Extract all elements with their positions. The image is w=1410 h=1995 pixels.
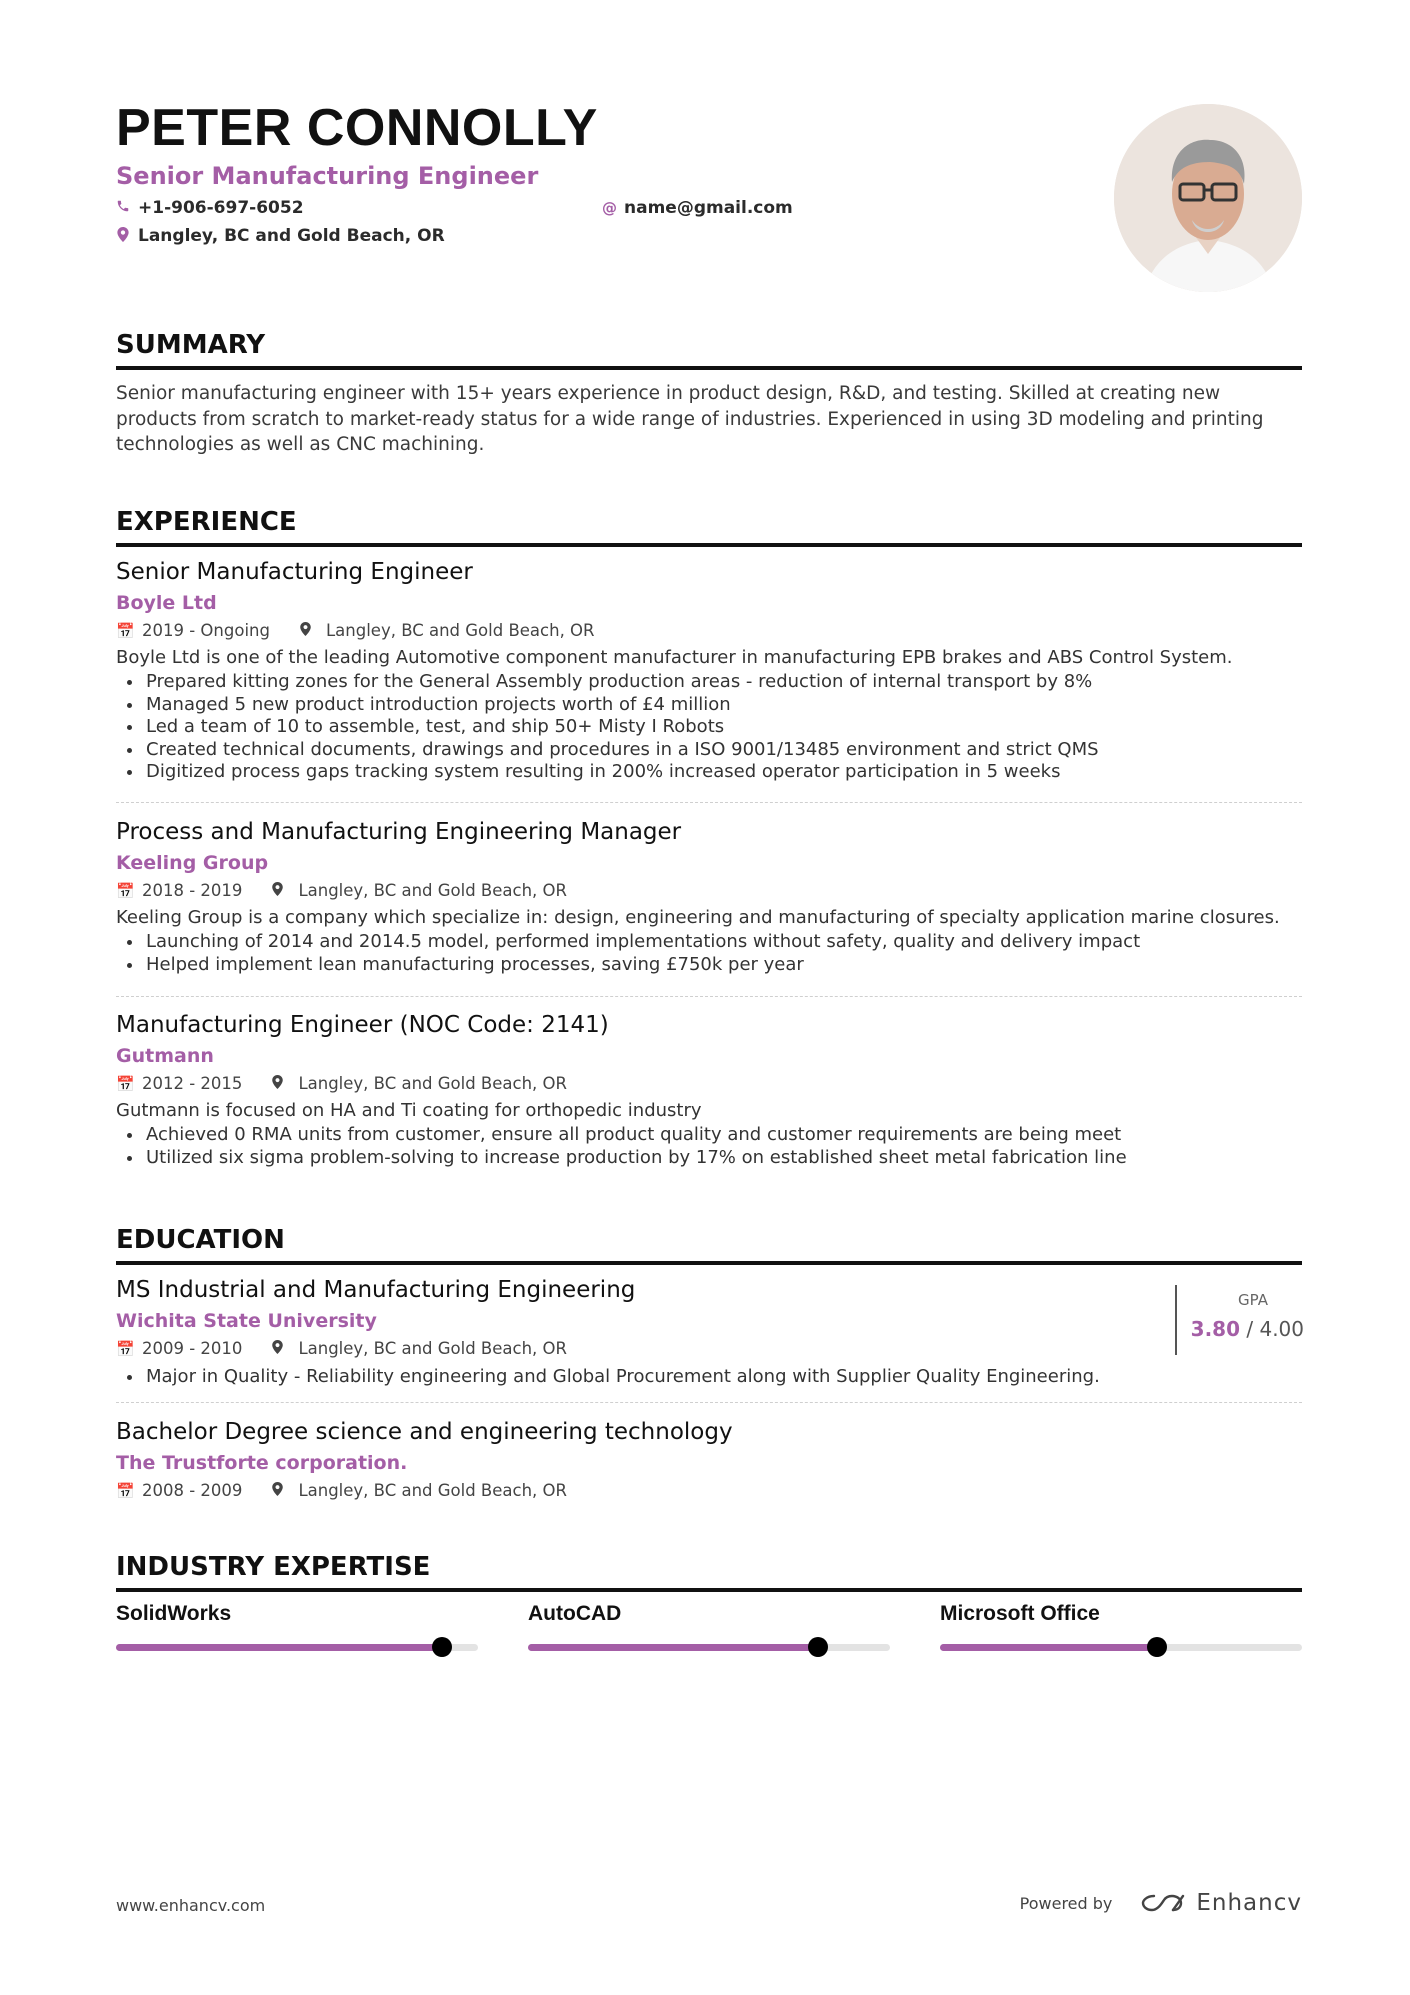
job-location (272, 878, 567, 904)
skill-name: Microsoft Office (940, 1602, 1100, 1625)
location-pin-icon (272, 1478, 290, 1504)
job-dates: 2019 - Ongoing (142, 621, 270, 640)
summary-heading: SUMMARY (116, 330, 1302, 370)
skill-fill (116, 1644, 442, 1651)
location-pin-icon (272, 1071, 290, 1097)
job-location-text: Langley, BC and Gold Beach, OR (325, 621, 595, 640)
footer-website[interactable]: www.enhancv.com (116, 1896, 266, 1915)
calendar-icon: 📅 (116, 1482, 135, 1500)
job-bullet: • Helped implement lean manufacturing processes, saving £750k per year (144, 954, 1302, 977)
job-bullets (116, 1124, 1302, 1169)
education-bullets (116, 1366, 1302, 1389)
calendar-icon: 📅 (116, 882, 135, 900)
job-bullets (116, 671, 1302, 784)
phone-contact[interactable] (116, 198, 304, 218)
job-description: Gutmann is focused on HA and Ti coating for orthopedic industry (116, 1100, 702, 1121)
job-bullet: • Launching of 2014 and 2014.5 model, performed implementations without safety, quality and delivery impact (144, 931, 1302, 954)
job-entry (116, 816, 1302, 976)
skill-fill (528, 1644, 818, 1651)
job-location (300, 618, 595, 644)
job-bullets (116, 931, 1302, 976)
location-pin-icon (300, 618, 318, 644)
email-contact[interactable] (602, 198, 793, 218)
profile-photo (1114, 104, 1302, 292)
entry-divider (116, 996, 1302, 997)
job-bullet: • Digitized process gaps tracking system resulting in 200% increased operator participation in 5 weeks (144, 761, 1302, 784)
entry-divider (116, 1402, 1302, 1403)
skill-knob[interactable] (808, 1637, 828, 1657)
location-pin-icon (272, 1336, 290, 1362)
job-description: Boyle Ltd is one of the leading Automotive component manufacturer in manufacturing EPB brakes and ABS Control System. (116, 647, 1233, 668)
job-bullet: • Managed 5 new product introduction projects worth of £4 million (144, 694, 1302, 717)
job-meta (116, 878, 1302, 904)
skill-name: SolidWorks (116, 1602, 232, 1625)
education-dates: 2009 - 2010 (142, 1339, 243, 1358)
job-bullet: • Utilized six sigma problem-solving to increase production by 17% on established sheet metal fabrication line (144, 1147, 1302, 1170)
education-meta (116, 1478, 1302, 1504)
skill-item (528, 1602, 890, 1651)
education-bullet: • Major in Quality - Reliability engineering and Global Procurement along with Supplier Quality Engineering. (144, 1366, 1302, 1389)
skill-track (528, 1644, 890, 1651)
enhancv-logo-icon (1140, 1892, 1186, 1914)
skill-item (116, 1602, 478, 1651)
job-bullet: • Led a team of 10 to assemble, test, and ship 50+ Misty I Robots (144, 716, 1302, 739)
job-bullet: • Achieved 0 RMA units from customer, ensure all product quality and customer requirements are being meet (144, 1124, 1302, 1147)
job-location-text: Langley, BC and Gold Beach, OR (298, 1074, 567, 1093)
powered-by-text: Powered by (1019, 1893, 1113, 1913)
at-icon: @ (602, 199, 617, 217)
job-location-text: Langley, BC and Gold Beach, OR (298, 881, 567, 900)
footer-branding (1020, 1890, 1302, 1916)
gpa-value: 3.80 / 4.00 (1190, 1317, 1304, 1341)
degree-title: Bachelor Degree science and engineering technology (116, 1419, 733, 1445)
company-name[interactable]: Gutmann (116, 1045, 214, 1067)
job-title: Senior Manufacturing Engineer (116, 559, 473, 585)
job-meta (116, 1071, 1302, 1097)
job-title: Manufacturing Engineer (NOC Code: 2141) (116, 1012, 609, 1038)
job-bullet: • Created technical documents, drawings and procedures in a ISO 9001/13485 environment and strict QMS (144, 739, 1302, 762)
school-name[interactable]: The Trustforte corporation. (116, 1452, 408, 1474)
location-pin-icon (116, 227, 130, 246)
calendar-icon: 📅 (116, 622, 135, 640)
gpa-box (1175, 1285, 1304, 1355)
phone-text: +1-906-697-6052 (138, 198, 304, 218)
enhancv-logo-text: Enhancv (1196, 1890, 1302, 1916)
calendar-icon: 📅 (116, 1340, 135, 1358)
skill-fill (940, 1644, 1157, 1651)
phone-icon (116, 199, 130, 217)
location-text: Langley, BC and Gold Beach, OR (138, 226, 445, 246)
skill-track (116, 1644, 478, 1651)
summary-text: Senior manufacturing engineer with 15+ years experience in product design, R&D, and testing. Skilled at creating new products from scratch to market-ready status for a wide range of industries. Experienced in using 3D modeling and printing technologies as well as CNC machining. (116, 383, 1264, 455)
education-meta (116, 1336, 1302, 1362)
company-name[interactable]: Keeling Group (116, 852, 269, 874)
entry-divider (116, 802, 1302, 803)
company-name[interactable]: Boyle Ltd (116, 592, 217, 614)
job-dates: 2018 - 2019 (142, 881, 243, 900)
job-dates: 2012 - 2015 (142, 1074, 243, 1093)
location-pin-icon (272, 878, 290, 904)
candidate-title: Senior Manufacturing Engineer (116, 162, 539, 190)
skill-track (940, 1644, 1302, 1651)
skill-item (940, 1602, 1302, 1651)
job-description: Keeling Group is a company which specialize in: design, engineering and manufacturing of specialty application marine closures. (116, 907, 1280, 928)
education-location (272, 1336, 567, 1362)
skill-name: AutoCAD (528, 1602, 622, 1625)
education-location-text: Langley, BC and Gold Beach, OR (298, 1481, 567, 1500)
skill-knob[interactable] (432, 1637, 452, 1657)
location-contact (116, 226, 445, 246)
job-location (272, 1071, 567, 1097)
gpa-label: GPA (1238, 1291, 1268, 1309)
expertise-heading: INDUSTRY EXPERTISE (116, 1552, 1302, 1592)
candidate-name: PETER CONNOLLY (116, 99, 598, 157)
skill-knob[interactable] (1147, 1637, 1167, 1657)
school-name[interactable]: Wichita State University (116, 1310, 377, 1332)
job-entry (116, 1009, 1302, 1169)
education-heading: EDUCATION (116, 1225, 1302, 1265)
education-location (272, 1478, 567, 1504)
job-entry (116, 556, 1302, 784)
job-title: Process and Manufacturing Engineering Manager (116, 819, 682, 845)
experience-heading: EXPERIENCE (116, 507, 1302, 547)
job-bullet: • Prepared kitting zones for the General Assembly production areas - reduction of internal transport by 8% (144, 671, 1302, 694)
email-text: name@gmail.com (624, 198, 793, 218)
job-meta (116, 618, 1302, 644)
education-entry (116, 1416, 1302, 1504)
education-dates: 2008 - 2009 (142, 1481, 243, 1500)
education-entry (116, 1274, 1302, 1389)
degree-title: MS Industrial and Manufacturing Engineering (116, 1277, 636, 1303)
enhancv-logo[interactable] (1140, 1890, 1302, 1916)
education-location-text: Langley, BC and Gold Beach, OR (298, 1339, 567, 1358)
calendar-icon: 📅 (116, 1075, 135, 1093)
